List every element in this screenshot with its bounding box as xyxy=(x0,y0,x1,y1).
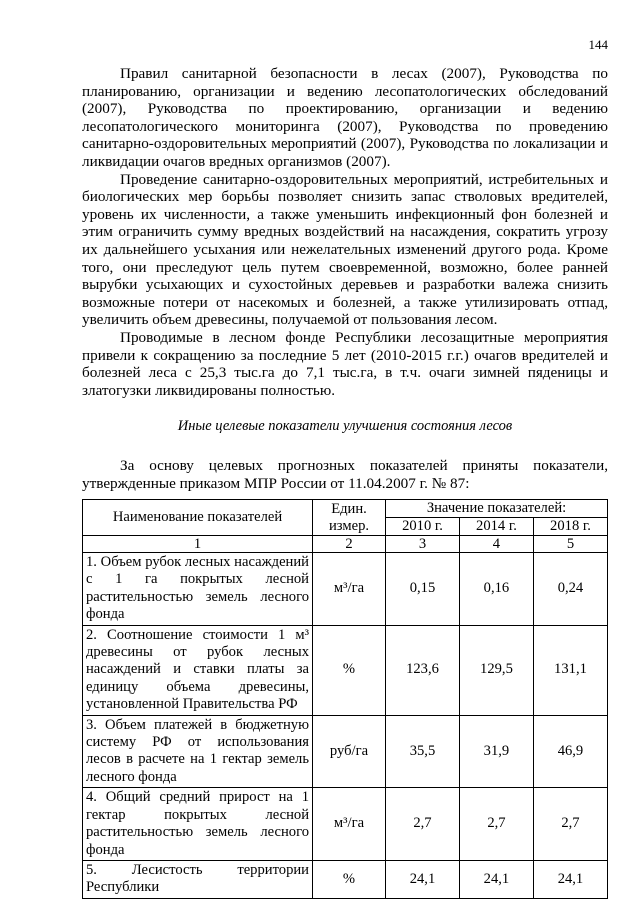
indicator-unit: м³/га xyxy=(313,553,386,626)
table-row xyxy=(83,788,608,861)
value-cell: 129,5 xyxy=(459,625,533,715)
paragraph-2: Проведение санитарно-оздоровительных мероприятий, истребительных и биологических мер борьбы позволяет снизить запас стволовых вредителей, уровень их численности, а также уменьшить инфекционный фон болезней и этим ограничить сумму вредных воздействий на насаждения, сократить угрозу их дальнейшего усыхания или нежелательных изменений другого рода. Кроме того, они преследуют цель путем своевременной, возможно, более ранней вырубки усыхающих и сухостойных деревьев и разработки валежа снизить возможные потери от насекомых и болезней, а также утилизировать отпад, увеличить объем древесины, получаемой от пользования лесом. xyxy=(82,170,608,329)
indicator-unit: % xyxy=(313,860,386,898)
table-row xyxy=(83,625,608,715)
table-intro: За основу целевых прогнозных показателей приняты показатели, утвержденные приказом МПР России от 11.04.2007 г. № 87: xyxy=(82,457,608,492)
value-cell: 24,1 xyxy=(386,860,460,898)
paragraph-1: Правил санитарной безопасности в лесах (2007), Руководства по планированию, организации и ведению лесопатологических обследований (2007), Руководства по проектированию, организации и ведению лесопатологического мониторинга (2007), Руководства по проведению санитарно-оздоровительных мероприятий (2007), Руководства по локализации и ликвидации очагов вредных организмов (2007). xyxy=(82,65,608,170)
indicator-name: 3. Объем платежей в бюджетную систему РФ от использования лесов в расчете на 1 гектар земель лесного фонда xyxy=(83,715,313,788)
table-row xyxy=(83,553,608,626)
indicator-name: 4. Общий средний прирост на 1 гектар покрытых лесной растительностью земель лесного фонда xyxy=(83,788,313,861)
column-number-row xyxy=(83,536,608,553)
value-cell: 46,9 xyxy=(533,715,607,788)
body-text xyxy=(82,65,608,399)
column-number: 2 xyxy=(313,536,386,553)
indicator-unit: руб/га xyxy=(313,715,386,788)
indicator-name: 5. Лесистость территории Республики xyxy=(83,860,313,898)
value-cell: 24,1 xyxy=(459,860,533,898)
paragraph-3: Проводимые в лесном фонде Республики лесозащитные мероприятия привели к сокращению за последние 5 лет (2010-2015 г.г.) очагов вредителей и болезней леса с 25,3 тыс.га до 7,1 тыс.га, в т.ч. очаги зимней пяденицы и златогузки ликвидированы полностью. xyxy=(82,328,608,399)
value-cell: 2,7 xyxy=(533,788,607,861)
value-cell: 0,15 xyxy=(386,553,460,626)
indicator-name: 1. Объем рубок лесных насаждений с 1 га покрытых лесной растительностью земель лесного фонда xyxy=(83,553,313,626)
year-cell: 2014 г. xyxy=(459,518,533,536)
value-cell: 0,16 xyxy=(459,553,533,626)
column-number: 4 xyxy=(459,536,533,553)
value-cell: 31,9 xyxy=(459,715,533,788)
value-cell: 131,1 xyxy=(533,625,607,715)
value-cell: 2,7 xyxy=(386,788,460,861)
year-cell: 2010 г. xyxy=(386,518,460,536)
indicators-table xyxy=(82,499,608,899)
value-cell: 123,6 xyxy=(386,625,460,715)
table-row xyxy=(83,715,608,788)
page-number: 144 xyxy=(588,37,608,52)
indicator-unit: м³/га xyxy=(313,788,386,861)
section-subheading: Иные целевые показатели улучшения состояния лесов xyxy=(177,418,513,434)
column-number: 5 xyxy=(533,536,607,553)
column-number: 1 xyxy=(83,536,313,553)
header-values: Значение показателей: xyxy=(386,500,608,518)
column-number: 3 xyxy=(386,536,460,553)
indicator-name: 2. Соотношение стоимости 1 м³ древесины от рубок лесных насаждений и ставки платы за единицу объема древесины, установленной Правительства РФ xyxy=(83,625,313,715)
value-cell: 2,7 xyxy=(459,788,533,861)
header-name: Наименование показателей xyxy=(83,500,313,536)
value-cell: 0,24 xyxy=(533,553,607,626)
header-unit: Един. измер. xyxy=(313,500,386,536)
table-header-row xyxy=(83,500,608,518)
value-cell: 24,1 xyxy=(533,860,607,898)
value-cell: 35,5 xyxy=(386,715,460,788)
table-row xyxy=(83,860,608,898)
year-cell: 2018 г. xyxy=(533,518,607,536)
indicator-unit: % xyxy=(313,625,386,715)
